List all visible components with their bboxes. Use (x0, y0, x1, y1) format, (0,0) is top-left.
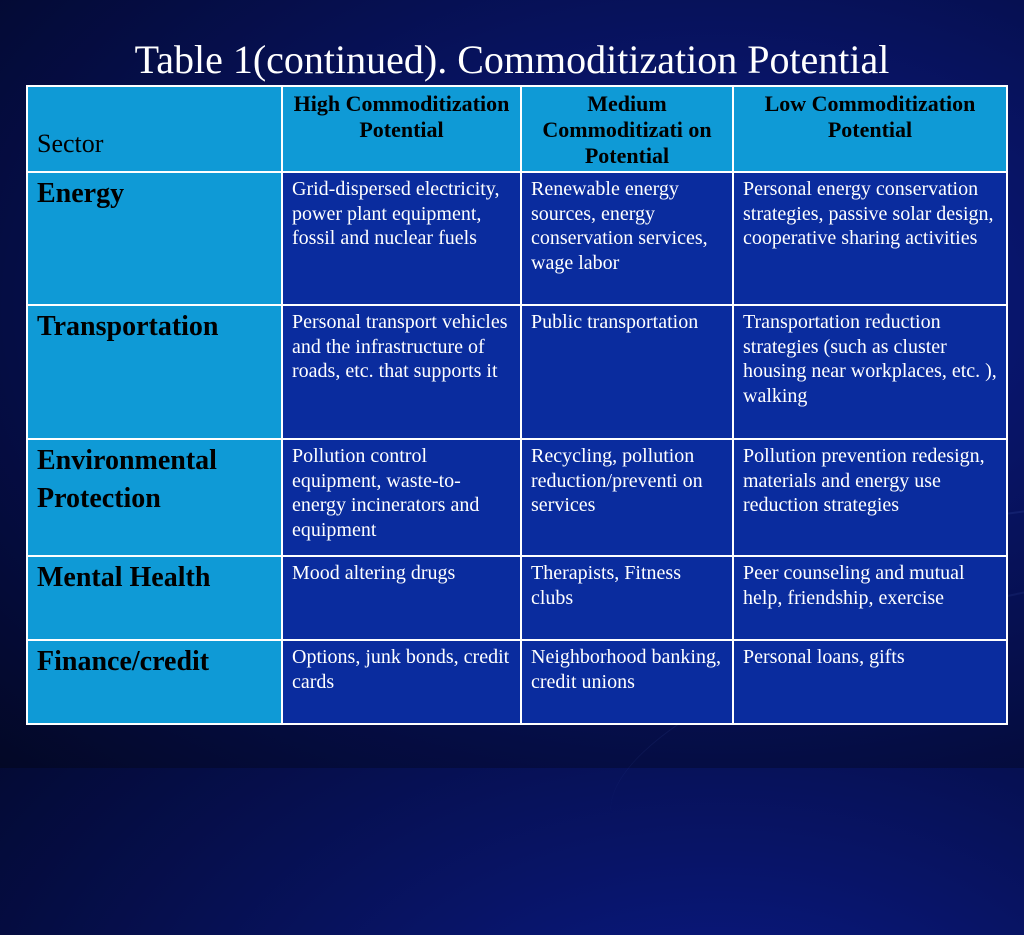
cell-low: Transportation reduction strategies (such as cluster housing near workplaces, etc. ), walking (733, 305, 1007, 439)
cell-high: Mood altering drugs (282, 556, 521, 640)
header-row (27, 86, 1007, 172)
row-sector: Transportation (27, 305, 282, 439)
cell-medium: Public transportation (521, 305, 733, 439)
cell-high: Options, junk bonds, credit cards (282, 640, 521, 724)
cell-medium: Renewable energy sources, energy conservation services, wage labor (521, 172, 733, 305)
cell-high: Personal transport vehicles and the infrastructure of roads, etc. that supports it (282, 305, 521, 439)
cell-low: Personal energy conservation strategies, passive solar design, cooperative sharing activities (733, 172, 1007, 305)
row-sector: Energy (27, 172, 282, 305)
table-row (27, 305, 1007, 439)
row-sector: Finance/credit (27, 640, 282, 724)
table-row (27, 172, 1007, 305)
cell-low: Personal loans, gifts (733, 640, 1007, 724)
cell-low: Pollution prevention redesign, materials and energy use reduction strategies (733, 439, 1007, 556)
row-sector: Mental Health (27, 556, 282, 640)
cell-high: Pollution control equipment, waste-to-energy incinerators and equipment (282, 439, 521, 556)
row-sector: Environmental Protection (27, 439, 282, 556)
header-low: Low Commoditization Potential (733, 86, 1007, 172)
header-medium: Medium Commoditizati on Potential (521, 86, 733, 172)
header-sector: Sector (27, 86, 282, 172)
header-high: High Commoditization Potential (282, 86, 521, 172)
table-row (27, 439, 1007, 556)
cell-medium: Therapists, Fitness clubs (521, 556, 733, 640)
cell-medium: Neighborhood banking, credit unions (521, 640, 733, 724)
commoditization-table (26, 85, 1008, 725)
slide-title: Table 1(continued). Commoditization Potential (134, 37, 890, 82)
cell-medium: Recycling, pollution reduction/preventi on services (521, 439, 733, 556)
cell-low: Peer counseling and mutual help, friendship, exercise (733, 556, 1007, 640)
table-row (27, 640, 1007, 724)
cell-high: Grid-dispersed electricity, power plant equipment, fossil and nuclear fuels (282, 172, 521, 305)
table-row (27, 556, 1007, 640)
